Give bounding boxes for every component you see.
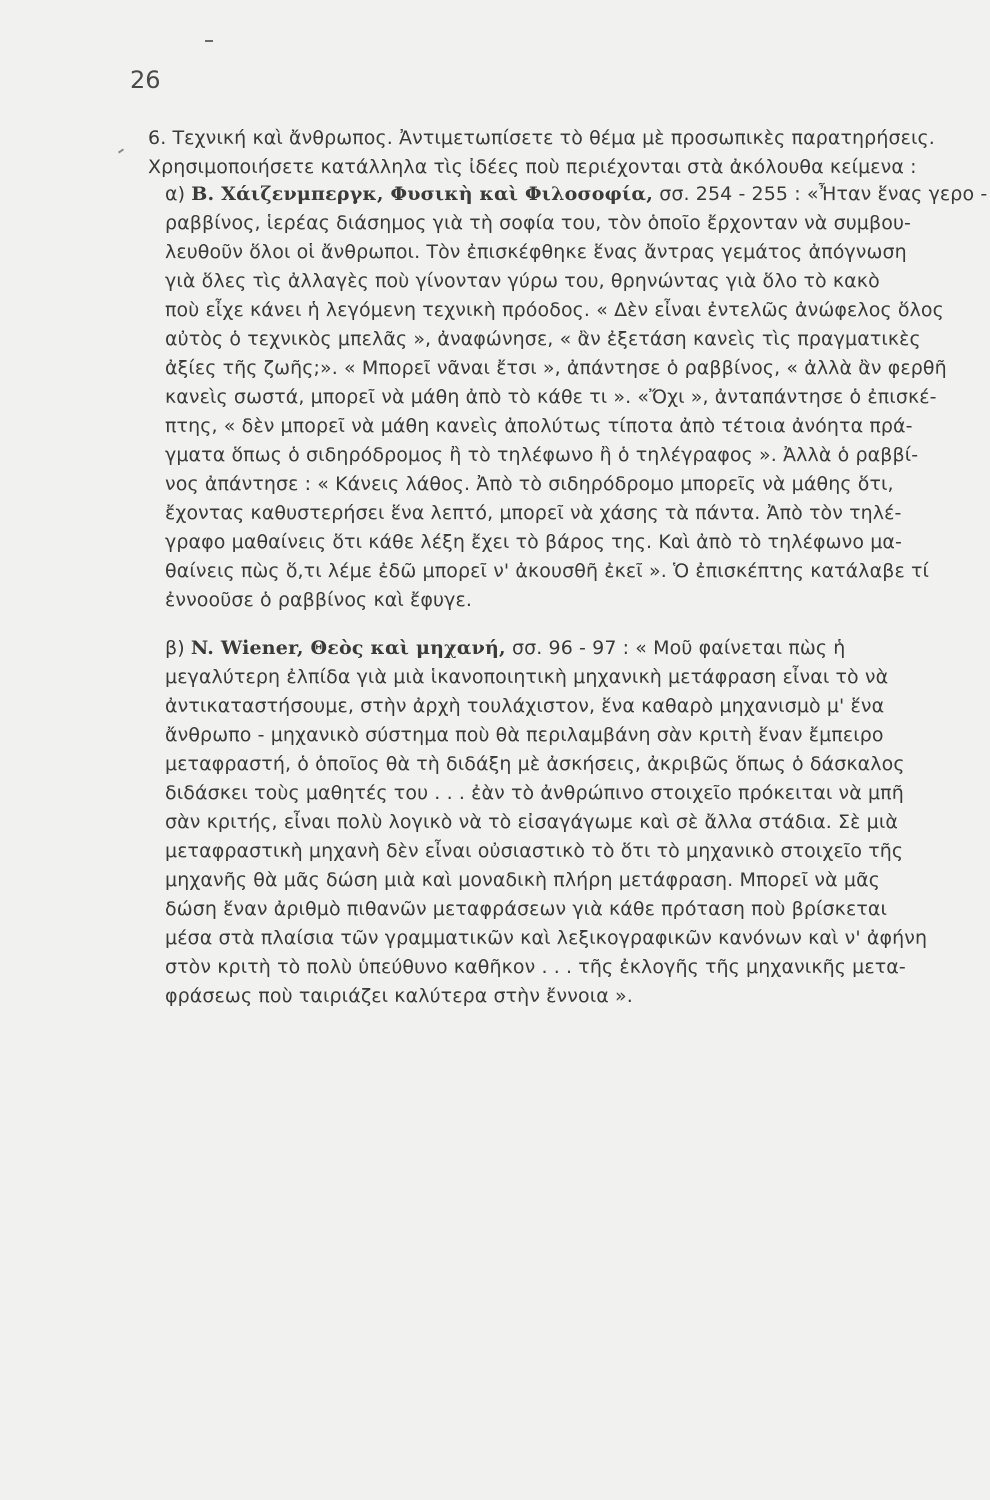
item-b-line: ἀντικαταστήσουμε, στὴν ἀρχὴ τουλάχιστον, ἕνα καθαρὸ μηχανισμὸ μ' ἕνα xyxy=(165,695,885,717)
margin-mark xyxy=(118,148,124,153)
item-b-line: διδάσκει τοὺς μαθητές του . . . ἐὰν τὸ ἀνθρώπινο στοιχεῖο πρόκειται νὰ μπῆ xyxy=(165,782,904,804)
item-b-line: μέσα στὰ πλαίσια τῶν γραμματικῶν καὶ λεξικογραφικῶν κανόνων καὶ ν' ἀφήνη xyxy=(165,927,928,949)
item-b-line: δώση ἕναν ἀριθμὸ πιθανῶν μεταφράσεων γιὰ κάθε πρόταση ποὺ βρίσκεται xyxy=(165,898,888,920)
question-6 xyxy=(148,124,968,182)
item-a-prefix: α) xyxy=(165,183,186,205)
item-b-line: σὰν κριτής, εἶναι πολὺ λογικὸ νὰ τὸ εἰσαγάγωμε καὶ σὲ ἄλλα στάδια. Σὲ μιὰ xyxy=(165,811,898,833)
item-b xyxy=(165,634,965,1011)
item-b-line: μεταφραστικὴ μηχανὴ δὲν εἶναι οὐσιαστικὸ τὸ ὅτι τὸ μηχανικὸ στοιχεῖο τῆς xyxy=(165,840,904,862)
item-a-pages: σσ. 254 - 255 : «Ἦταν ἕνας γερο - xyxy=(659,183,988,205)
item-a-heading xyxy=(165,180,988,209)
item-a-line: ἀξίες τῆς ζωῆς;». « Μπορεῖ νᾶναι ἔτσι », ἀπάντησε ὁ ραββίνος, « ἀλλὰ ἂν φερθῆ xyxy=(165,357,947,379)
item-a-line: ποὺ εἶχε κάνει ἡ λεγόμενη τεχνικὴ πρόοδος. « Δὲν εἶναι ἐντελῶς ἀνώφελος ὅλος xyxy=(165,299,944,321)
item-a-line: κανεὶς σωστά, μπορεῖ νὰ μάθη ἀπὸ τὸ κάθε τι ». «Ὄχι », ἀνταπάντησε ὁ ἐπισκέ- xyxy=(165,386,937,408)
item-a-line: λευθοῦν ὅλοι οἱ ἄνθρωποι. Τὸν ἐπισκέφθηκε ἕνας ἄντρας γεμάτος ἀπόγνωση xyxy=(165,241,907,263)
item-a-line: πτης, « δὲν μπορεῖ νὰ μάθη κανεὶς ἀπολύτως τίποτα ἀπὸ τέτοια ἀνόητα πρά- xyxy=(165,415,913,437)
item-b-reference: N. Wiener, Θεὸς καὶ μηχανή, xyxy=(190,637,506,659)
question-line: Χρησιμοποιήσετε κατάλληλα τὶς ἰδέες ποὺ περιέχονται στὰ ἀκόλουθα κείμενα : xyxy=(148,156,917,178)
item-a-line: ραββίνος, ἱερέας διάσημος γιὰ τὴ σοφία του, τὸν ὁποῖο ἔρχονταν νὰ συμβου- xyxy=(165,212,911,234)
scan-mark xyxy=(205,40,213,42)
item-a-line: γιὰ ὅλες τὶς ἀλλαγὲς ποὺ γίνονταν γύρω του, θρηνώντας γιὰ ὅλο τὸ κακὸ xyxy=(165,270,880,292)
item-a-line: ἔχοντας καθυστερήσει ἕνα λεπτό, μπορεῖ νὰ χάσης τὰ πάντα. Ἀπὸ τὸν τηλέ- xyxy=(165,502,902,524)
item-b-line: μηχανῆς θὰ μᾶς δώση μιὰ καὶ μοναδικὴ πλήρη μετάφραση. Μπορεῖ νὰ μᾶς xyxy=(165,869,880,891)
item-b-pages: σσ. 96 - 97 : « Μοῦ φαίνεται πὼς ἡ xyxy=(511,637,846,659)
item-a-line: ἐννοοῦσε ὁ ραββίνος καὶ ἔφυγε. xyxy=(165,589,472,611)
item-b-line: ἄνθρωπο - μηχανικὸ σύστημα ποὺ θὰ περιλαμβάνη σὰν κριτὴ ἕναν ἔμπειρο xyxy=(165,724,884,746)
item-b-line: φράσεως ποὺ ταιριάζει καλύτερα στὴν ἔννοια ». xyxy=(165,985,633,1007)
item-b-heading xyxy=(165,634,965,663)
question-line: 6. Τεχνική καὶ ἄνθρωπος. Ἀντιμετωπίσετε τὸ θέμα μὲ προσωπικὲς παρατηρήσεις. xyxy=(148,127,935,149)
item-b-line: στὸν κριτὴ τὸ πολὺ ὑπεύθυνο καθῆκον . . . τῆς ἐκλογῆς τῆς μηχανικῆς μετα- xyxy=(165,956,906,978)
item-a-line: γματα ὅπως ὁ σιδηρόδρομος ἢ τὸ τηλέφωνο ἢ ὁ τηλέγραφος ». Ἀλλὰ ὁ ραββί- xyxy=(165,444,919,466)
item-a-line: θαίνεις πὼς ὅ,τι λέμε ἐδῶ μπορεῖ ν' ἀκουσθῆ ἐκεῖ ». Ὁ ἐπισκέπτης κατάλαβε τί xyxy=(165,560,930,582)
item-b-prefix: β) xyxy=(165,637,185,659)
item-b-line: μεγαλύτερη ἐλπίδα γιὰ μιὰ ἱκανοποιητικὴ μηχανικὴ μετάφραση εἶναι τὸ νὰ xyxy=(165,666,889,688)
page-number: 26 xyxy=(130,66,161,94)
item-b-line: μεταφραστή, ὁ ὁποῖος θὰ τὴ διδάξη μὲ ἀσκήσεις, ἀκριβῶς ὅπως ὁ δάσκαλος xyxy=(165,753,905,775)
item-a-reference: Β. Χάιζενμπεργκ, Φυσικὴ καὶ Φιλοσοφία, xyxy=(191,183,654,205)
item-a-line: νος ἀπάντησε : « Κάνεις λάθος. Ἀπὸ τὸ σιδηρόδρομο μπορεῖς νὰ μάθης ὅτι, xyxy=(165,473,894,495)
item-a-line: αὐτὸς ὁ τεχνικὸς μπελᾶς », ἀναφώνησε, « ἂν ἐξετάση κανεὶς τὶς πραγματικὲς xyxy=(165,328,921,350)
item-a xyxy=(165,180,988,615)
item-a-line: γραφο μαθαίνεις ὅτι κάθε λέξη ἔχει τὸ βάρος της. Καὶ ἀπὸ τὸ τηλέφωνο μα- xyxy=(165,531,902,553)
